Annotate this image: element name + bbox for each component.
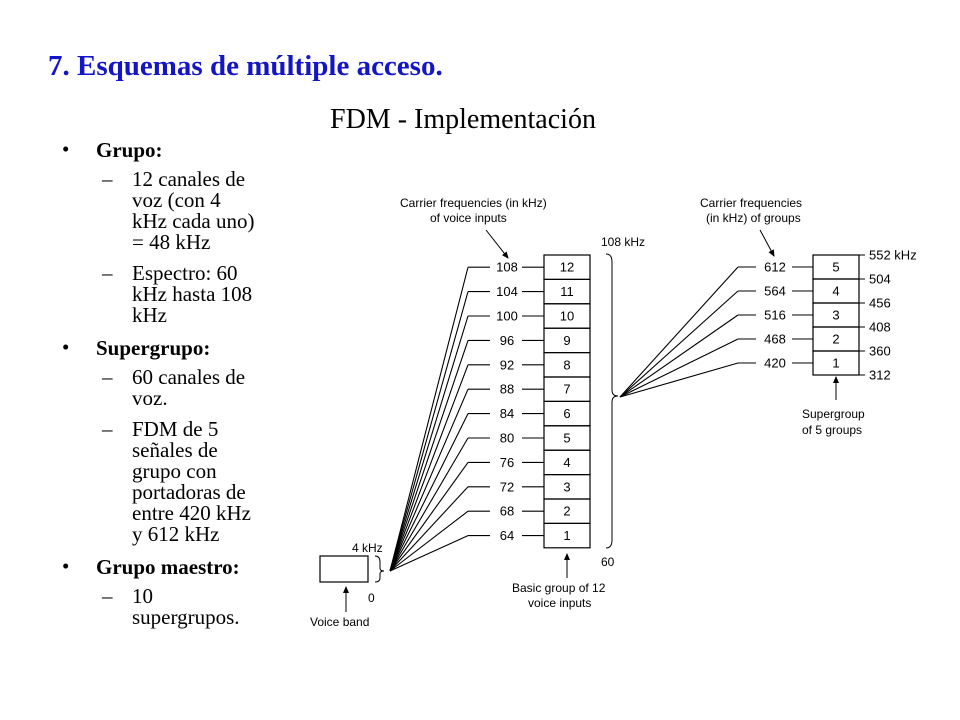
dash-glyph: – [102, 417, 113, 441]
group-carrier-labels [764, 260, 786, 371]
voice-fan-line [390, 389, 468, 571]
sub-line: voz. [132, 386, 168, 410]
sub-line: entre 420 kHz [132, 501, 251, 525]
carrier-voice-label-1: Carrier frequencies (in kHz) [400, 196, 547, 210]
voice-carrier-label: 84 [499, 406, 515, 422]
sub-line: grupo con [132, 459, 217, 483]
voice-fan-line [390, 414, 468, 571]
basic-group-label-2: voice inputs [528, 596, 592, 610]
group-carrier-label: 564 [764, 283, 786, 299]
voice-band-bottom-label: 0 [368, 591, 375, 605]
group-box-label: 2 [563, 503, 571, 519]
dash-glyph: – [102, 584, 113, 608]
supergroup-freq-label: 504 [869, 271, 891, 287]
voice-fan-line [390, 340, 468, 571]
group-box-label: 5 [563, 430, 571, 446]
group-carrier-label: 468 [764, 331, 786, 347]
sub-line: señales de [132, 438, 218, 462]
carrier-group-label-2: (in kHz) of groups [706, 211, 801, 225]
supergroup-freq-label: 360 [869, 343, 891, 359]
voice-carrier-label: 80 [499, 430, 515, 446]
supergroup-box-label: 5 [832, 259, 840, 275]
sub-line: 60 canales de [132, 365, 246, 389]
group-box-label: 1 [563, 528, 571, 544]
group-box-label: 3 [563, 479, 571, 495]
group-carrier-label: 612 [764, 259, 786, 275]
supergroup-box-label: 3 [832, 307, 840, 323]
voice-carrier-label: 76 [499, 454, 515, 470]
supergroup-label-1: Supergroup [802, 407, 865, 421]
voice-carrier-label: 88 [499, 381, 515, 397]
sub-line: supergrupos. [132, 605, 240, 629]
sub-line: 12 canales de [132, 167, 246, 191]
sub-line: portadoras de [132, 480, 246, 504]
group-fan-line [620, 267, 738, 397]
group-bottom-label: 60 [601, 555, 615, 569]
sub-line: y 612 kHz [132, 522, 220, 546]
group-box-label: 8 [563, 357, 571, 373]
sub-line: FDM de 5 [132, 417, 219, 441]
group-carrier-label: 516 [764, 307, 786, 323]
bullet-supergrupo: • Supergrupo: [60, 336, 320, 361]
sub-line: kHz hasta 108 [132, 282, 253, 306]
supergroup-boxes [813, 255, 859, 375]
supergroup-freq-labels [859, 248, 917, 383]
carrier-voice-label-2: of voice inputs [430, 211, 507, 225]
group-box-label: 6 [563, 406, 571, 422]
voice-fan-line [390, 365, 468, 571]
sub-line: voz (con 4 [132, 188, 221, 212]
sub-line: kHz cada uno) [132, 209, 255, 233]
group-box-label: 9 [563, 332, 571, 348]
bullet-grupo-maestro: • Grupo maestro: [60, 555, 320, 580]
voice-fan-line [390, 462, 468, 571]
supergroup-box-label: 4 [832, 283, 840, 299]
voice-band-label: Voice band [310, 615, 370, 629]
voice-carrier-label: 96 [499, 332, 515, 348]
voice-fan-line [390, 267, 468, 571]
voice-carrier-label: 64 [499, 528, 515, 544]
voice-carrier-label: 104 [496, 284, 518, 300]
supergroup-freq-label: 312 [869, 367, 891, 383]
supergroup-freq-label: 408 [869, 319, 891, 335]
slide-subtitle: FDM - Implementación [330, 104, 596, 135]
carrier-group-label-1: Carrier frequencies [700, 196, 803, 210]
sub-line: kHz [132, 303, 167, 327]
group-boxes [544, 255, 590, 548]
voice-band-box [320, 556, 368, 582]
voice-carrier-label: 108 [496, 259, 518, 275]
bullet-grupo: • Grupo: [60, 138, 320, 163]
voice-band-top-label: 4 kHz [352, 541, 383, 555]
sub-line: 10 [132, 584, 153, 608]
voice-band-brace [375, 556, 384, 582]
supergroup-freq-label: 456 [869, 295, 891, 311]
sub-line: Espectro: 60 [132, 261, 238, 285]
supergroup-box-label: 2 [832, 331, 840, 347]
group-box-label: 4 [563, 454, 571, 470]
carrier-voice-arrow [486, 230, 508, 258]
voice-carrier-label: 68 [499, 503, 515, 519]
dash-glyph: – [102, 365, 113, 389]
supergroup-box-label: 1 [832, 355, 840, 371]
voice-carrier-label: 72 [499, 479, 515, 495]
group-carrier-label: 420 [764, 355, 786, 371]
carrier-group-arrow [760, 230, 774, 256]
voice-carrier-label: 100 [496, 308, 518, 324]
dash-glyph: – [102, 261, 113, 285]
group-fan-line [620, 315, 738, 397]
group-top-label: 108 kHz [601, 235, 646, 249]
group-box-label: 11 [560, 284, 574, 300]
voice-carrier-labels [496, 260, 518, 543]
group-box-label: 12 [559, 259, 575, 275]
group-box-label: 7 [563, 381, 571, 397]
group-box-label: 10 [559, 308, 575, 324]
sub-line: = 48 kHz [132, 230, 211, 254]
dash-glyph: – [102, 167, 113, 191]
group-brace [606, 254, 618, 548]
voice-carrier-label: 92 [499, 357, 515, 373]
slide-title: 7. Esquemas de múltiple acceso. [48, 50, 443, 82]
basic-group-label-1: Basic group of 12 [512, 581, 606, 595]
voice-fan-line [390, 438, 468, 571]
supergroup-freq-label: 552 kHz [869, 247, 917, 263]
group-fan-line [620, 291, 738, 397]
voice-fan-lines [390, 267, 544, 571]
supergroup-label-2: of 5 groups [802, 423, 863, 437]
voice-fan-line [390, 316, 468, 571]
